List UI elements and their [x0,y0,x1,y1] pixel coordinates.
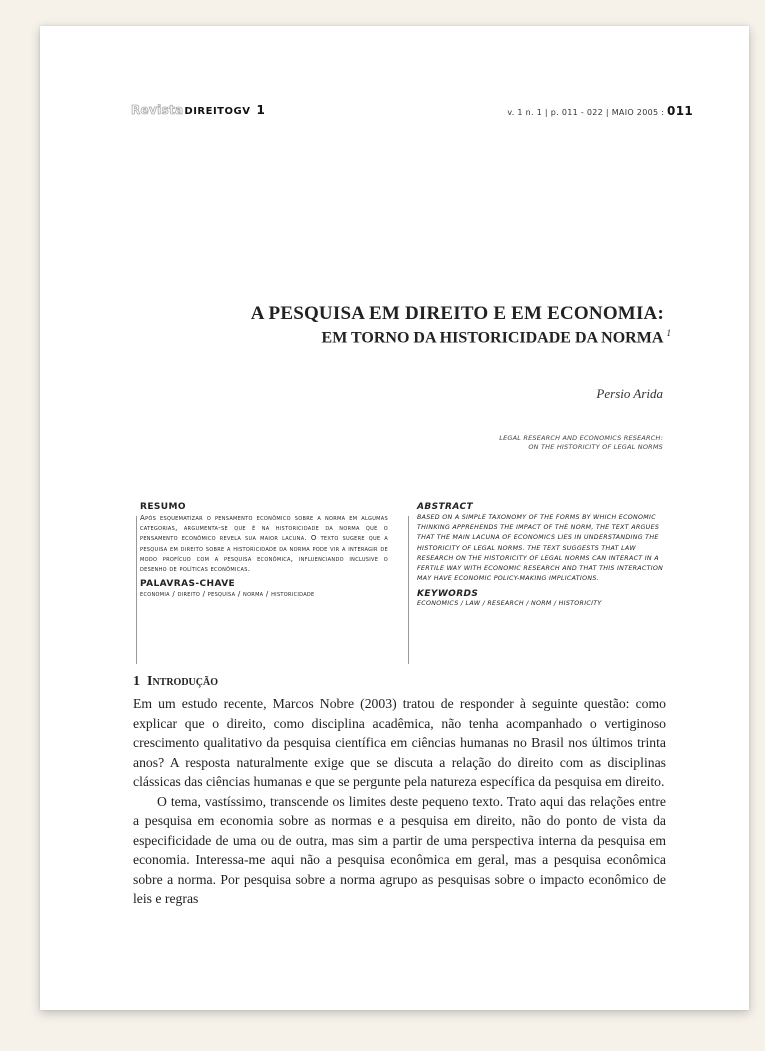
abstract-text: BASED ON A SIMPLE TAXONOMY OF THE FORMS BY WHICH ECONOMIC THINKING APPREHENDS THE IMPACT OF THE NORM, THE TEXT ARGUES THAT THE MAIN LACUNA OF ECONOMICS LIES IN UNDERSTANDING THE HISTORICITY OF LEGAL NORMS. THE TEXT SUGGESTS THAT LAW RESEARCH ON THE HISTORICITY OF LEGAL NORMS CAN INTERACT IN A FERTILE WAY WITH ECONOMIC RESEARCH AND THAT THIS INTERACTION MAY HAVE ECONOMIC POLICY-MAKING IMPLICATIONS. [417,514,664,583]
document-page [40,26,749,1010]
journal-name: DIREITOGV [184,106,251,117]
abstract-heading: ABSTRACT [417,502,474,512]
journal-number: 1 [256,103,266,117]
paragraph: O tema, vastíssimo, transcende os limites deste pequeno texto. Trato aqui das relações entre a pesquisa em economia sobre as normas e a pesquisa em direito, não do ponto de vista da especificidade de uma ou de outra, mas sim a partir de uma perspectiva interna da pesquisa em economia. Interessa-me aqui não a pesquisa econômica em geral, mas a pesquisa econômica sobre a norma. Por pesquisa sobre a norma agrupo as pesquisas sobre o impacto econômico de leis e regras [133,793,666,906]
palavras-chave: economia / direito / pesquisa / norma / historicidade [140,590,315,599]
palavras-chave-heading: PALAVRAS-CHAVE [140,579,236,590]
footnote-marker[interactable]: 1 [666,328,671,338]
paragraph: Em um estudo recente, Marcos Nobre (2003) tratou de responder à seguinte questão: como explicar que o direito, como disciplina acadêmica, não tenha acompanhado o vertiginoso crescimento qualitativo da pesquisa científica em ciências humanas no Brasil nos últimos trinta anos? A resposta naturalmente exige que se discuta a relação do direito com as disciplinas clássicas das ciências humanas e que se pergunte pela natureza específica da pesquisa em direito. [133,696,666,789]
page-number: 011 [667,104,693,118]
article-subtitle-text: EM TORNO DA HISTORICIDADE DA NORMA [321,329,663,347]
english-title-line1: LEGAL RESEARCH AND ECONOMICS RESEARCH: [499,434,663,442]
body-text [133,694,666,909]
article-subtitle [322,328,671,347]
section-heading [133,674,218,690]
journal-header [131,103,265,117]
article-title: A PESQUISA EM DIREITO E EM ECONOMIA: [250,303,664,324]
keywords-heading: KEYWORDS [417,589,479,600]
section-number: 1 [133,674,140,689]
resumo-heading: RESUMO [140,502,186,512]
resumo-block [140,502,388,599]
author-name: Persio Arida [596,386,663,401]
issue-info [507,104,693,118]
resumo-rule [136,516,137,664]
issue-meta: v. 1 n. 1 | p. 011 - 022 | MAIO 2005 : [507,108,665,117]
english-title [403,434,663,452]
resumo-text: Após esquematizar o pensamento econômico sobre a norma em algumas categorias, argumenta-se que é na historicidade da norma que o pensamento econômico revela sua maior lacuna. O texto sugere que a pesquisa em direito sobre a historicidade da norma pode vir a interagir de modo profícuo com a pesquisa econômica, influenciando inclusive o desenho de políticas econômicas. [140,514,388,574]
journal-revista-label: Revista [131,103,184,117]
abstract-rule [408,516,409,664]
abstract-block [417,502,665,609]
keywords: ECONOMICS / LAW / RESEARCH / NORM / HISTORICITY [417,600,602,608]
english-title-line2: ON THE HISTORICITY OF LEGAL NORMS [528,443,663,451]
section-title: Introdução [147,674,219,689]
